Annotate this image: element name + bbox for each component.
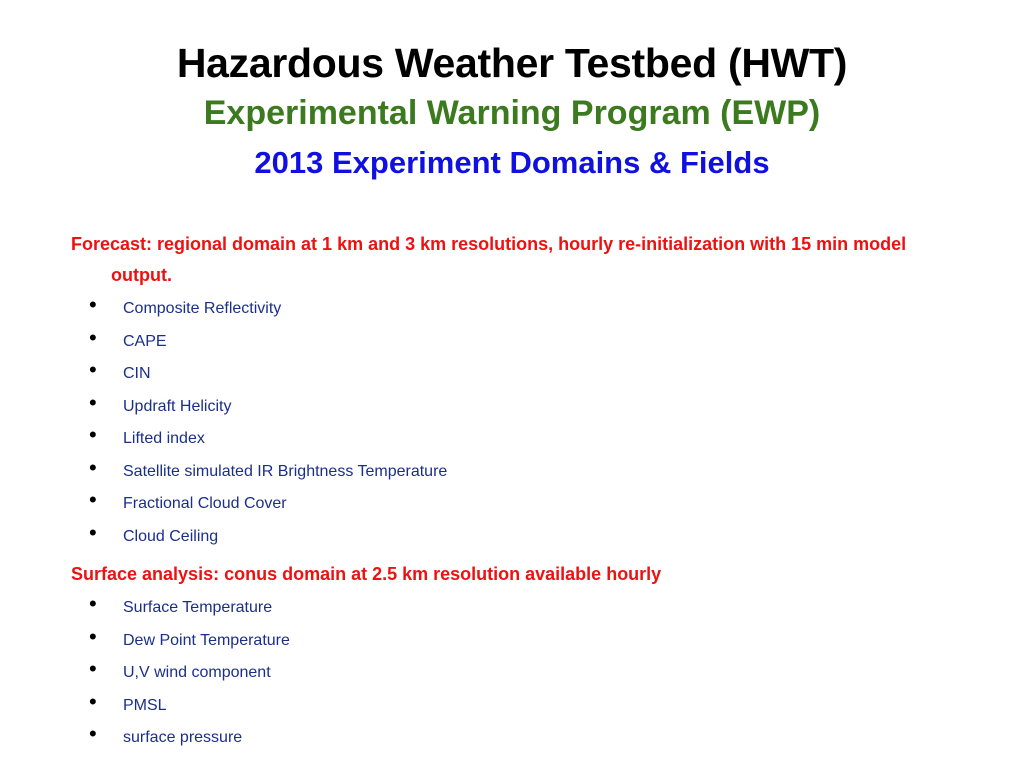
- list-item: [71, 625, 971, 658]
- bullet-icon: •: [89, 357, 97, 382]
- list-item: [71, 657, 971, 690]
- list-item-label: Composite Reflectivity: [123, 300, 282, 317]
- list-item-label: Fractional Cloud Cover: [123, 495, 287, 512]
- list-item-label: Updraft Helicity: [123, 397, 232, 415]
- bullet-icon: •: [89, 292, 97, 317]
- list-item-label: CAPE: [123, 332, 167, 350]
- bullet-icon: •: [89, 422, 97, 447]
- title-block: [0, 36, 1024, 186]
- list-item-label: CIN: [123, 365, 151, 382]
- bullet-icon: •: [89, 519, 97, 545]
- bullet-icon: •: [89, 389, 97, 415]
- list-item: [71, 391, 971, 424]
- bullet-icon: •: [89, 454, 97, 480]
- section-heading-forecast: Forecast: regional domain at 1 km and 3 km resolutions, hourly re-initialization with 15 min model output.: [71, 234, 907, 285]
- slide-title: Hazardous Weather Testbed (HWT): [176, 40, 848, 86]
- list-item-label: Surface Temperature: [123, 599, 273, 616]
- section-heading-surface-analysis: Surface analysis: conus domain at 2.5 km resolution available hourly: [71, 564, 662, 584]
- bullet-list-forecast: [71, 293, 971, 553]
- list-item: [71, 592, 971, 625]
- list-item: [71, 293, 971, 326]
- bullet-icon: •: [89, 656, 97, 681]
- list-item-label: U,V wind component: [123, 664, 271, 681]
- bullet-icon: •: [89, 487, 97, 512]
- slide-content: [71, 229, 971, 755]
- list-item: [71, 423, 971, 456]
- bullet-list-surface-analysis: [71, 592, 971, 755]
- bullet-icon: •: [89, 721, 97, 746]
- slide-subtitle-secondary: 2013 Experiment Domains & Fields: [254, 145, 770, 180]
- list-item-label: PMSL: [123, 696, 167, 714]
- list-item-label: surface pressure: [123, 729, 243, 746]
- list-item: [71, 722, 971, 755]
- list-item: [71, 456, 971, 489]
- bullet-icon: •: [89, 591, 97, 616]
- list-item: [71, 521, 971, 554]
- bullet-icon: •: [89, 623, 97, 649]
- list-item-label: Cloud Ceiling: [123, 527, 219, 545]
- list-item-label: Satellite simulated IR Brightness Temperature: [123, 462, 448, 480]
- list-item-label: Dew Point Temperature: [123, 631, 290, 649]
- list-item: [71, 358, 971, 391]
- list-item: [71, 326, 971, 359]
- slide-subtitle: Experimental Warning Program (EWP): [203, 94, 821, 132]
- list-item: [71, 690, 971, 723]
- bullet-icon: •: [89, 688, 97, 714]
- bullet-icon: •: [89, 324, 97, 350]
- list-item-label: Lifted index: [123, 430, 205, 447]
- list-item: [71, 488, 971, 521]
